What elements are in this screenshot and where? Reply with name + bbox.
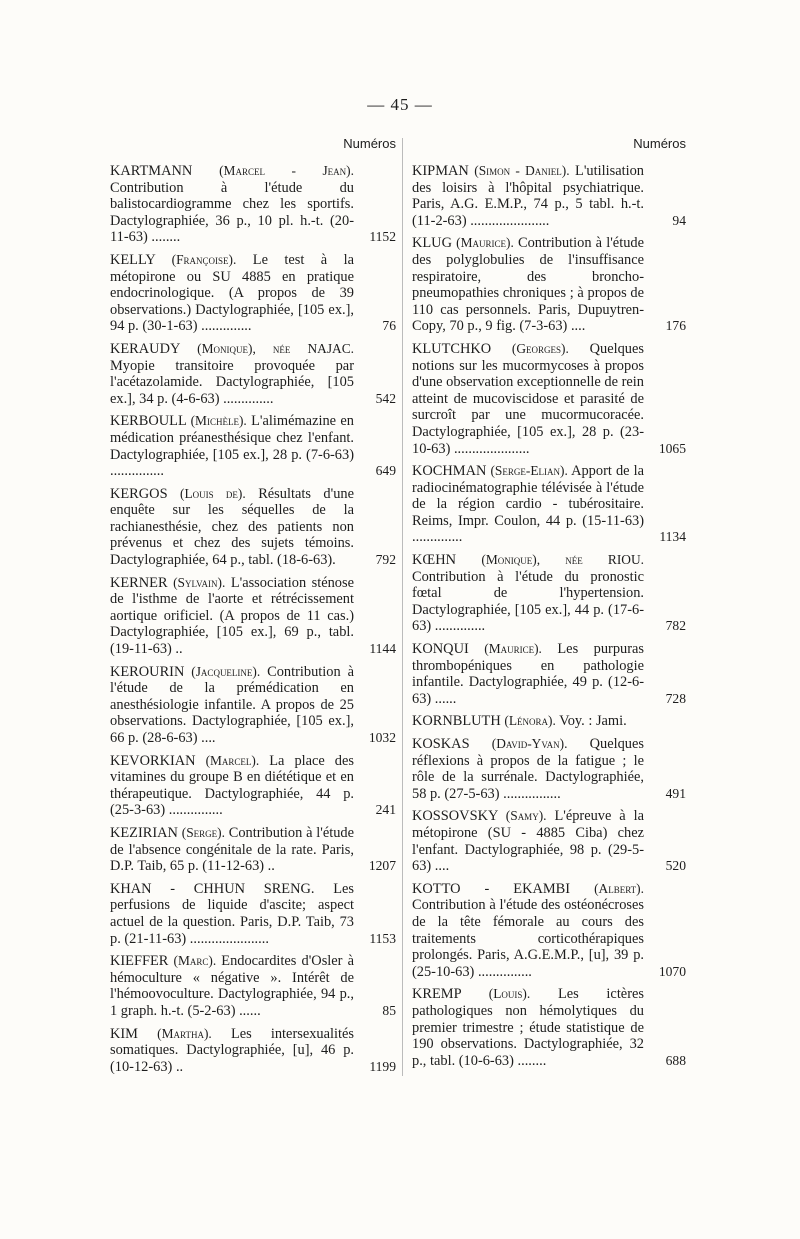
bibliography-entry <box>412 881 686 981</box>
entry-description: L'utilisation des loisirs à l'hôpital psychiatrique. Paris, A.G. E.M.P., 74 p., 5 tabl. h.-t. (11-2-63) ...................... <box>412 163 644 229</box>
entry-description: La place des vitamines du groupe B en diététique et en thérapeutique. Dactylographiée, 44 p. (25-3-63) ............... <box>110 752 354 819</box>
author-surname: KARTMANN <box>110 163 193 179</box>
author-surname: KEVORKIAN <box>110 752 196 769</box>
entry-description: Apport de la radiocinématographie télévisée à l'étude de la région cardio - tubérositaire. Reims, Impr. Coulon, 44 p. (15-11-63) .............. <box>412 463 644 546</box>
bibliography-entry <box>412 808 686 874</box>
author-surname: KELLY <box>110 251 156 268</box>
bibliography-entry <box>412 641 686 707</box>
entry-description: Résultats d'une enquête sur les séquelles de la rachianesthésie, chez des patients non prévenus et chez des sujets témoins. Dactylographiée, 64 p., tabl. (18-6-63). <box>110 485 354 569</box>
bibliography-entry <box>110 163 396 246</box>
bibliography-entry <box>110 486 396 569</box>
bibliography-entry <box>110 341 396 407</box>
bibliography-entry <box>110 252 396 335</box>
author-given-name: (Martha). <box>157 1025 212 1041</box>
author-given-name: (Samy). <box>505 808 547 824</box>
bibliography-entry <box>110 753 396 819</box>
column-divider <box>402 138 403 1076</box>
author-surname: KLUG <box>412 235 452 252</box>
author-surname: KREMP <box>412 986 462 1003</box>
entry-number: 1032 <box>368 730 396 745</box>
entry-description: Contribution à l'étude de la prémédication en anesthésiologie infantile. A propos de 25 observations. Dactylographiée, [105 ex.], 66 p. (28-6-63) .... <box>110 663 354 746</box>
entry-description: Le test à la métopirone ou SU 4885 en pratique endocrinologique. (A propos de 39 observations.) Dactylographiée, [105 ex.], 94 p. (30-1-63) .............. <box>110 251 354 335</box>
left-entry-list <box>110 163 396 1075</box>
author-given-name: (Monique), née NAJAC. <box>197 340 354 356</box>
column-header-right: Numéros <box>633 136 686 151</box>
page-number: — 45 — <box>367 95 433 114</box>
entry-number: 491 <box>665 785 686 801</box>
entry-number: 1152 <box>369 229 396 245</box>
author-given-name: (Michèle). <box>190 413 247 429</box>
bibliography-entry <box>412 736 686 802</box>
author-given-name: (Monique), née RIOU. <box>481 552 644 568</box>
left-column <box>110 136 396 1081</box>
entry-description: Contribution à l'étude de l'absence congénitale de la rate. Paris, D.P. Taib, 65 p. (11-12-63) .. <box>110 824 354 875</box>
author-surname: KERGOS <box>110 485 168 502</box>
entry-number: 1134 <box>659 529 686 545</box>
entry-number: 542 <box>375 390 396 406</box>
entry-number: 76 <box>382 318 396 334</box>
bibliography-entry <box>110 953 396 1019</box>
author-surname: KERBOULL <box>110 413 187 430</box>
author-surname: KOSSOVSKY <box>412 808 498 825</box>
entry-number: 688 <box>665 1052 686 1068</box>
author-given-name: (Serge-Elian). <box>490 463 568 479</box>
entry-description: Quelques notions sur les mucormycoses à propos d'une observation exceptionnelle de rein atteint de mucoviscidose et parasité de surcroît par une mucormucoracée. Dactylographiée, [105 ex.], 28 p. (23-10-63) ..................... <box>412 340 644 457</box>
author-surname: KONQUI <box>412 641 469 658</box>
entry-description: Voy. : Jami. <box>559 713 627 730</box>
bibliography-entry <box>110 664 396 747</box>
author-given-name: (Lénora). <box>504 713 556 729</box>
entry-number: 94 <box>672 212 686 228</box>
entry-description: Les ictères pathologiques non hémolytiques du premier trimestre ; étude statistique de 190 observations. Dactylographiée, 32 p., tabl. (10-6-63) ........ <box>412 986 644 1069</box>
entry-number: 85 <box>382 1002 396 1018</box>
entry-description: L'association sténose de l'isthme de l'aorte et rétrécissement aortique orificiel. (A propos de 11 cas.) Dactylographiée, [105 ex.], 69 p., tabl. (19-11-63) .. <box>110 574 354 658</box>
bibliography-entry <box>110 575 396 658</box>
author-given-name: (Simon - Daniel). <box>474 163 570 178</box>
author-given-name: (Françoise). <box>171 251 237 267</box>
author-given-name: (Albert). <box>594 880 644 896</box>
entry-number: 792 <box>375 552 396 568</box>
entry-description: Contribution à l'étude du balistocardiogramme chez les sportifs. Dactylographiée, 36 p., 10 pl. h.-t. (20-11-63) ........ <box>110 179 354 246</box>
entry-number: 241 <box>375 802 396 818</box>
bibliography-entry <box>110 413 396 479</box>
author-surname: KLUTCHKO <box>412 340 492 357</box>
bibliography-entry <box>412 235 686 335</box>
entry-number: 1065 <box>658 440 686 456</box>
entry-number: 1070 <box>658 963 686 979</box>
entry-description: Contribution à l'étude des polyglobulies de l'insuffisance respiratoire, des broncho-pneumopathies chroniques ; à propos de 110 cas personnels. Paris, Dupuytren-Copy, 70 p., 9 fig. (7-3-63) .... <box>412 235 644 335</box>
entry-number: 1207 <box>368 858 396 874</box>
bibliography-entry <box>110 1026 396 1076</box>
entry-description: Les intersexualités somatiques. Dactylographiée, [u], 46 p. (10-12-63) .. <box>110 1025 354 1075</box>
bibliography-entry <box>412 986 686 1069</box>
author-surname: KIPMAN <box>412 163 469 179</box>
bibliography-entry <box>412 463 686 546</box>
author-surname: KOCHMAN <box>412 463 487 480</box>
bibliography-entry <box>412 341 686 457</box>
author-surname: KEZIRIAN <box>110 824 178 841</box>
entry-description: Myopie transitoire provoquée par l'acétazolamide. Dactylographiée, [105 ex.], 34 p. (4-6-63) .............. <box>110 357 354 407</box>
entry-number: 1153 <box>369 930 396 946</box>
author-given-name: (Marcel - Jean). <box>219 163 354 178</box>
author-given-name: (Jacqueline). <box>191 663 261 679</box>
entry-description: Quelques réflexions à propos de la fatigue ; le rôle de la surrénale. Dactylographiée, 58 p. (27-5-63) ................ <box>412 736 644 802</box>
author-given-name: (Louis). <box>488 986 531 1002</box>
entry-number: 782 <box>665 618 686 634</box>
author-given-name: (Georges). <box>511 340 569 356</box>
author-given-name: (Marc). <box>173 953 217 969</box>
author-surname: KEROURIN <box>110 663 185 680</box>
entry-number: 649 <box>375 463 396 479</box>
entry-number: 520 <box>665 858 686 874</box>
author-given-name: (Serge). <box>181 824 225 840</box>
entry-description: L'épreuve à la métopirone (SU - 4885 Ciba) chez l'enfant. Dactylographiée, 98 p. (29-5-63) .... <box>412 808 644 875</box>
author-given-name: (Maurice). <box>456 235 514 251</box>
bibliography-entry <box>412 713 686 730</box>
author-given-name: (David-Yvan). <box>491 736 568 751</box>
entry-number: 1144 <box>369 641 396 657</box>
entry-description: Contribution à l'étude des ostéonécroses de la tête fémorale au cours des traitements corticothérapiques prolongés. Paris, A.G.E.M.P., [u], 39 p. (25-10-63) ............... <box>412 897 644 980</box>
author-surname: KIEFFER <box>110 953 169 970</box>
right-entry-list <box>412 163 686 1069</box>
entry-number: 1199 <box>369 1058 396 1074</box>
entry-description: L'alimémazine en médication préanesthésique chez l'enfant. Dactylographiée, [105 ex.], 28 p. (7-6-63) ............... <box>110 413 354 480</box>
entry-description: Endocardites d'Osler à hémoculture « négative ». Intérêt de l'hémoovoculture. Dactylographiée, 94 p., 1 graph. h.-t. (5-2-63) ...... <box>110 953 354 1019</box>
author-surname: KOTTO - EKAMBI <box>412 880 571 897</box>
author-given-name: (Sylvain). <box>173 574 226 590</box>
author-surname: KŒHN <box>412 552 456 569</box>
bibliography-entry <box>412 552 686 635</box>
bibliography-entry <box>110 825 396 875</box>
column-header-left: Numéros <box>343 136 396 151</box>
entry-description: Les purpuras thrombopéniques en pathologie infantile. Dactylographiée, 49 p. (12-6-63) ...... <box>412 641 644 707</box>
author-given-name: (Maurice). <box>484 641 542 657</box>
author-surname: KERAUDY <box>110 340 180 357</box>
author-surname: KIM <box>110 1025 138 1042</box>
author-surname: KERNER <box>110 574 168 591</box>
bibliography-entry <box>110 881 396 947</box>
entry-number: 176 <box>665 318 686 334</box>
entry-description: Les perfusions de liquide d'ascite; aspect actuel de la question. Paris, D.P. Taib, 73 p. (21-11-63) ...................... <box>110 880 354 947</box>
bibliography-entry <box>412 163 686 229</box>
author-given-name: (Marcel). <box>205 752 260 768</box>
author-surname: KHAN - CHHUN SRENG. <box>110 880 315 897</box>
entry-number: 728 <box>665 690 686 706</box>
right-column <box>412 136 686 1075</box>
author-surname: KORNBLUTH <box>412 713 501 730</box>
entry-description: Contribution à l'étude du pronostic fœtal de l'hypertension. Dactylographiée, [105 ex.], 44 p. (17-6-63) .............. <box>412 568 644 635</box>
author-surname: KOSKAS <box>412 736 470 752</box>
author-given-name: (Louis de). <box>180 485 246 501</box>
